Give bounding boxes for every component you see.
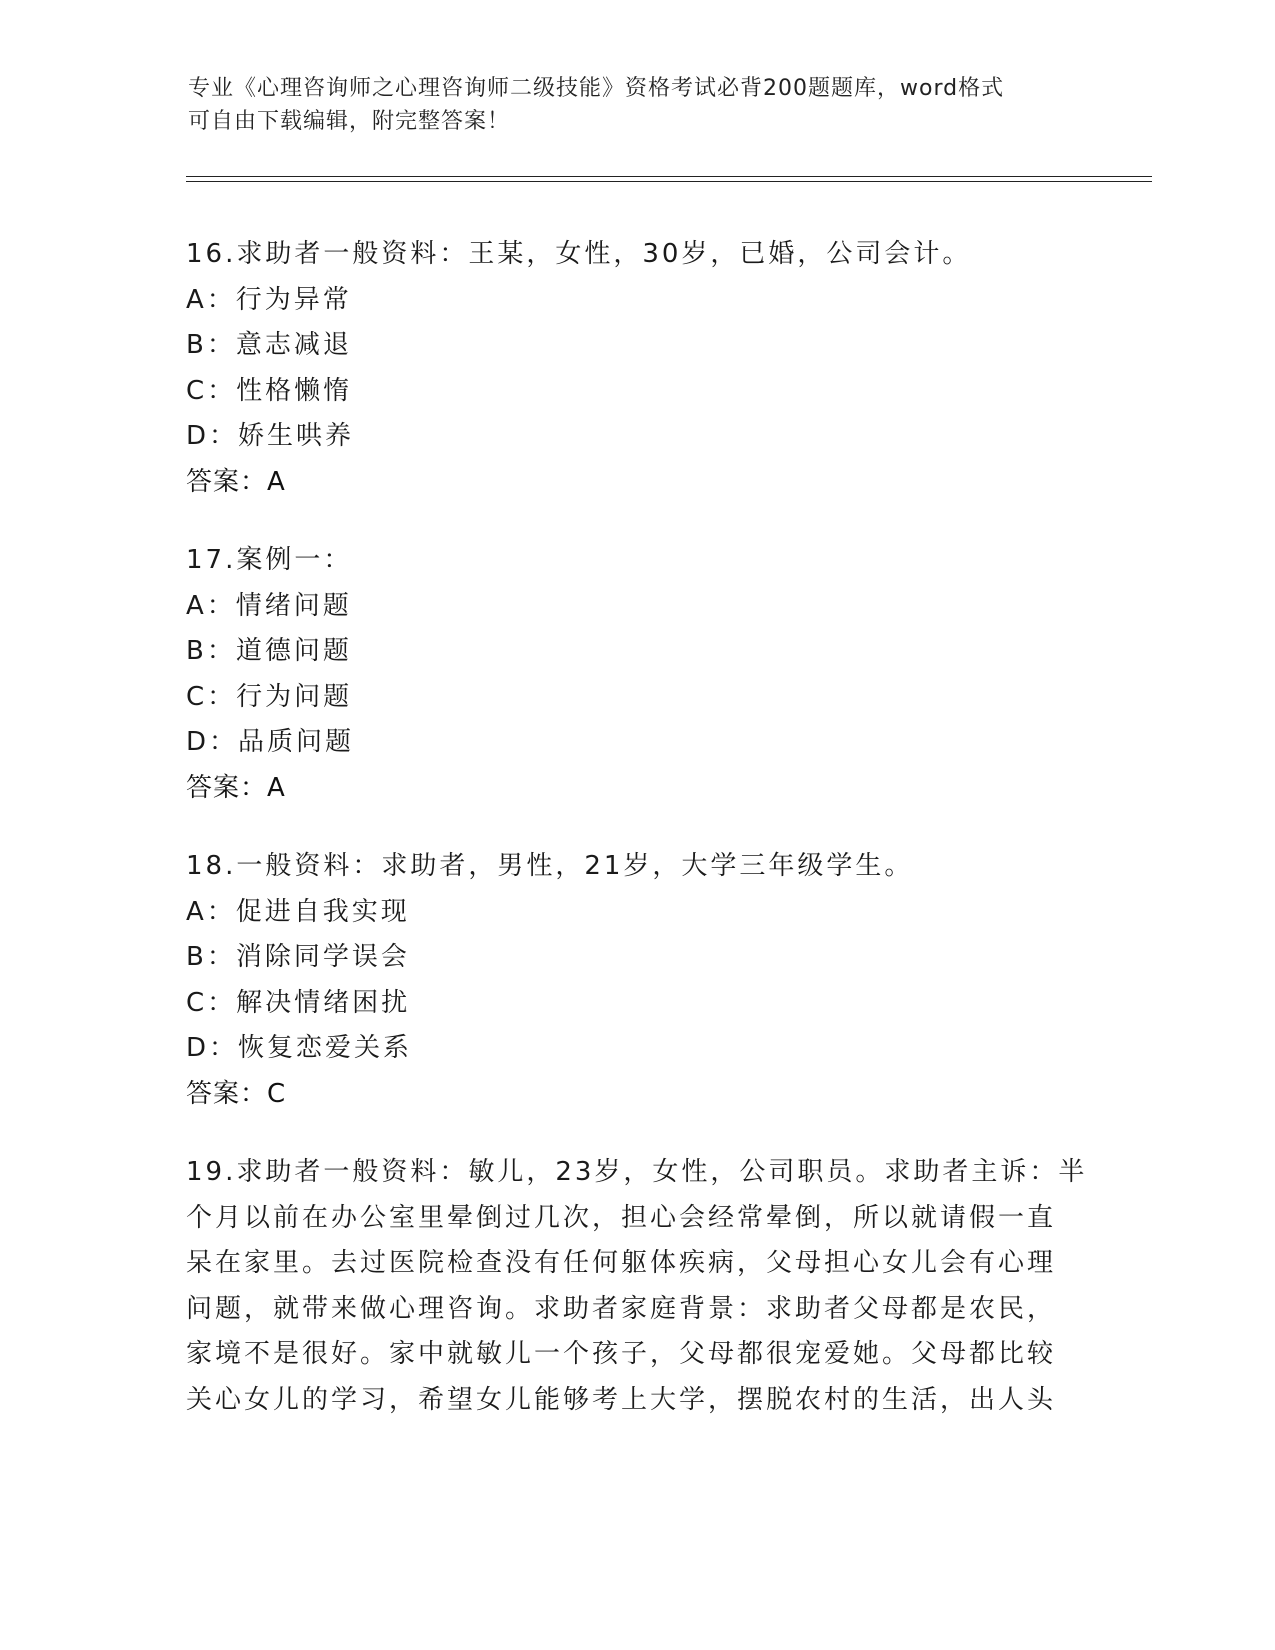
- header-line-2: 可自由下载编辑，附完整答案！: [188, 109, 511, 134]
- question-text: 18.一般资料：求助者，男性，21岁，大学三年级学生。: [186, 851, 914, 881]
- option-b: B：道德问题: [186, 636, 352, 666]
- answer: 答案：A: [186, 466, 286, 497]
- question-text-line: 关心女儿的学习，希望女儿能够考上大学，摆脱农村的生活，出人头: [186, 1384, 1057, 1415]
- question-text-line: 问题，就带来做心理咨询。求助者家庭背景：求助者父母都是农民，: [186, 1293, 1057, 1324]
- option-d: D：品质问题: [186, 727, 355, 757]
- header-divider-top: [186, 176, 1152, 177]
- option-a: A：促进自我实现: [186, 896, 410, 927]
- question-19: [186, 1150, 1086, 1423]
- answer: 答案：C: [186, 1078, 287, 1109]
- question-text-line: 个月以前在办公室里晕倒过几次，担心会经常晕倒，所以就请假一直: [186, 1202, 1057, 1233]
- option-c: C：性格懒惰: [186, 375, 353, 406]
- question-text: 16.求助者一般资料：王某，女性，30岁，已婚，公司会计。: [186, 239, 972, 269]
- option-c: C：解决情绪困扰: [186, 987, 411, 1018]
- option-a: A：行为异常: [186, 284, 352, 315]
- option-d: D：娇生哄养: [186, 421, 355, 451]
- option-b: B：消除同学误会: [186, 942, 410, 972]
- option-c: C：行为问题: [186, 681, 353, 712]
- question-list: [186, 232, 1086, 1456]
- question-18: [186, 844, 1086, 1117]
- question-16: [186, 232, 1086, 505]
- question-17: [186, 538, 1086, 811]
- question-text-line: 家境不是很好。家中就敏儿一个孩子，父母都很宠爱她。父母都比较: [186, 1339, 1057, 1369]
- option-d: D：恢复恋爱关系: [186, 1033, 413, 1063]
- header-divider-bottom: [186, 181, 1152, 182]
- header-line-1: 专业《心理咨询师之心理咨询师二级技能》资格考试必背200题题库，word格式: [188, 76, 1005, 101]
- option-b: B：意志减退: [186, 330, 352, 360]
- question-text-line: 19.求助者一般资料：敏儿，23岁，女性，公司职员。求助者主诉：半: [186, 1157, 1088, 1187]
- option-a: A：情绪问题: [186, 590, 352, 621]
- question-text-line: 呆在家里。去过医院检查没有任何躯体疾病，父母担心女儿会有心理: [186, 1248, 1057, 1278]
- document-header: [188, 72, 1068, 138]
- question-text: 17.案例一：: [186, 545, 353, 575]
- answer: 答案：A: [186, 772, 286, 803]
